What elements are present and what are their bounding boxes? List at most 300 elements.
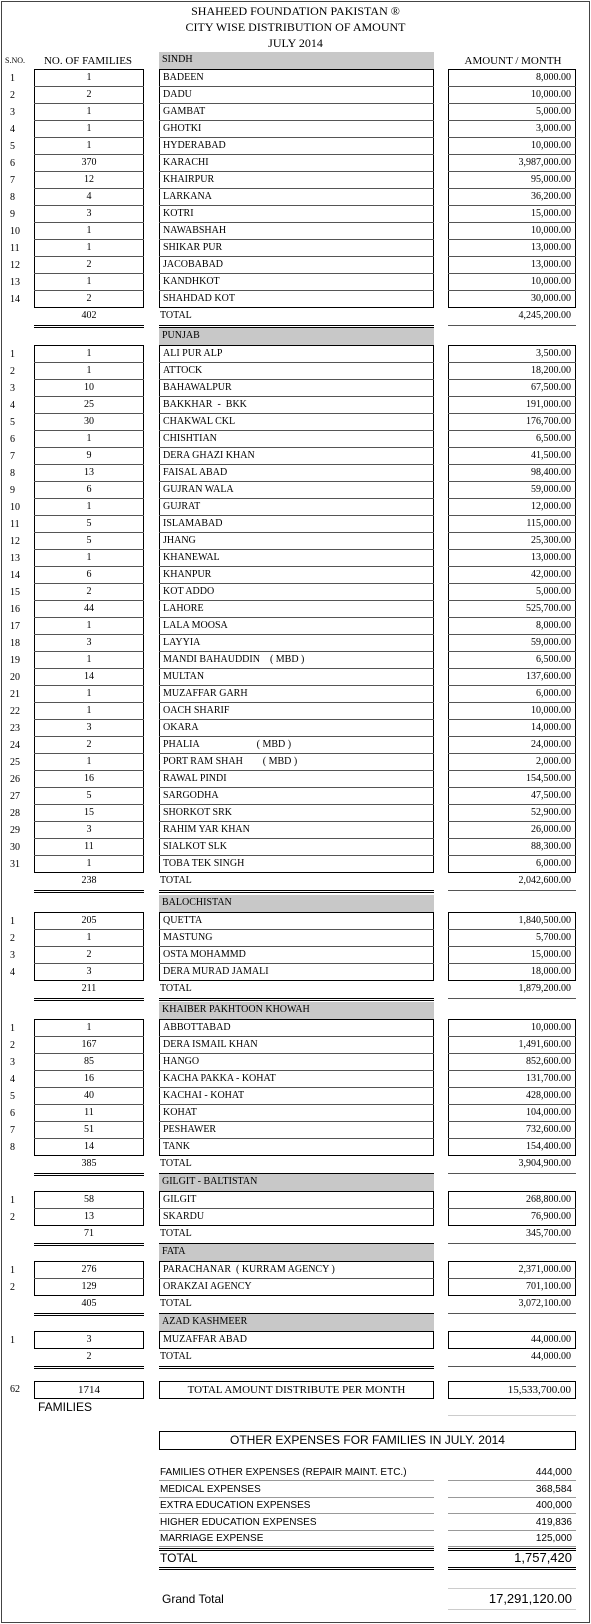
section-total-amount: 3,904,900.00	[518, 1158, 571, 1169]
section-header: FATA	[159, 1244, 434, 1261]
rule	[448, 1313, 576, 1314]
rule	[448, 1588, 576, 1589]
row-families: 1	[86, 1022, 92, 1033]
row-amount: 42,000.00	[531, 569, 571, 580]
row-amount: 176,700.00	[526, 416, 571, 427]
row-amount: 1,491,600.00	[518, 1039, 571, 1050]
amount-column-header: AMOUNT / MONTH	[464, 55, 562, 67]
row-families: 3	[86, 637, 92, 648]
row-city: DERA GHAZI KHAN	[163, 450, 255, 461]
row-city: LARKANA	[163, 191, 212, 202]
row-families: 4	[86, 191, 92, 202]
row-sno: 3	[10, 1057, 15, 1068]
row-families: 1	[86, 932, 92, 943]
row-city: DERA ISMAIL KHAN	[163, 1039, 258, 1050]
row-families: 1	[86, 106, 92, 117]
row-city: BADEEN	[163, 72, 204, 83]
expense-value: 125,000	[535, 1533, 572, 1544]
row-amount: 3,500.00	[536, 348, 571, 359]
section-header: GILGIT - BALTISTAN	[159, 1174, 434, 1191]
expense-value: 368,584	[535, 1483, 572, 1495]
row-amount: 44,000.00	[531, 1334, 571, 1345]
row-city: DADU	[163, 89, 192, 100]
row-amount: 10,000.00	[531, 225, 571, 236]
double-rule	[34, 1313, 144, 1316]
row-amount: 18,200.00	[531, 365, 571, 376]
row-sno: 5	[10, 1091, 15, 1102]
row-amount: 6,500.00	[536, 433, 571, 444]
row-amount: 852,600.00	[526, 1056, 571, 1067]
row-sno: 24	[10, 740, 20, 751]
section-total-label: TOTAL	[160, 1158, 192, 1169]
row-amount: 10,000.00	[531, 1022, 571, 1033]
row-families: 1	[86, 552, 92, 563]
row-sno: 11	[10, 243, 20, 254]
section-total-label: TOTAL	[160, 1351, 192, 1362]
section-total-amount: 44,000.00	[531, 1351, 571, 1362]
row-families: 15	[84, 807, 94, 818]
row-sno: 9	[10, 485, 15, 496]
section-total-families: 402	[81, 310, 97, 321]
row-city: ORAKZAI AGENCY	[163, 1281, 252, 1292]
section-header: KHAIBER PAKHTOON KHOWAH	[159, 1002, 434, 1019]
row-city: CHISHTIAN	[163, 433, 217, 444]
row-amount: 5,000.00	[536, 106, 571, 117]
rule	[448, 890, 576, 891]
row-sno: 3	[10, 950, 15, 961]
row-city: GHOTKI	[163, 123, 202, 134]
row-city: KOHAT	[163, 1107, 197, 1118]
row-amount: 52,900.00	[531, 807, 571, 818]
row-city: JHANG	[163, 535, 196, 546]
row-families: 276	[81, 1264, 97, 1275]
row-sno: 22	[10, 706, 20, 717]
row-families: 3	[86, 722, 92, 733]
row-city: KANDHKOT	[163, 276, 220, 287]
section-total-amount: 345,700.00	[526, 1228, 571, 1239]
row-city: LAHORE	[163, 603, 204, 614]
row-sno: 29	[10, 825, 20, 836]
rule	[159, 1480, 434, 1481]
row-amount: 268,800.00	[526, 1194, 571, 1205]
row-sno: 7	[10, 1125, 15, 1136]
row-city: LALA MOOSA	[163, 620, 228, 631]
row-families: 30	[84, 416, 94, 427]
row-families: 5	[86, 790, 92, 801]
row-families: 1	[86, 225, 92, 236]
row-city: PARACHANAR ( KURRAM AGENCY )	[163, 1264, 335, 1275]
row-city: KARACHI	[163, 157, 209, 168]
row-city: SHAHDAD KOT	[163, 293, 235, 304]
row-families: 85	[84, 1056, 94, 1067]
section-total-families: 2	[86, 1351, 92, 1362]
row-families: 205	[81, 915, 97, 926]
row-city: MULTAN	[163, 671, 205, 682]
double-rule	[159, 998, 434, 1001]
row-families: 6	[86, 484, 92, 495]
families-column-header: NO. OF FAMILIES	[43, 55, 133, 67]
row-sno: 5	[10, 417, 15, 428]
rule	[448, 325, 576, 326]
row-families: 10	[84, 382, 94, 393]
row-sno: 8	[10, 1142, 15, 1153]
row-families: 40	[84, 1090, 94, 1101]
row-families: 51	[84, 1124, 94, 1135]
row-amount: 154,500.00	[526, 773, 571, 784]
row-families: 2	[86, 89, 92, 100]
double-rule	[34, 1173, 144, 1176]
row-families: 5	[86, 518, 92, 529]
row-families: 2	[86, 259, 92, 270]
rule	[159, 1497, 434, 1498]
row-amount: 67,500.00	[531, 382, 571, 393]
row-sno: 8	[10, 468, 15, 479]
double-rule	[34, 1243, 144, 1246]
row-sno: 2	[10, 90, 15, 101]
row-city: QUETTA	[163, 915, 203, 926]
row-sno: 3	[10, 107, 15, 118]
row-city: OACH SHARIF	[163, 705, 230, 716]
row-sno: 17	[10, 621, 20, 632]
row-families: 9	[86, 450, 92, 461]
section-header: SINDH	[159, 52, 434, 69]
section-total-families: 211	[81, 983, 97, 994]
row-families: 1	[86, 242, 92, 253]
row-families: 2	[86, 293, 92, 304]
row-sno: 27	[10, 791, 20, 802]
row-city: KHANPUR	[163, 569, 212, 580]
row-sno: 1	[10, 916, 15, 927]
row-families: 1	[86, 620, 92, 631]
row-amount: 12,000.00	[531, 501, 571, 512]
row-families: 1	[86, 688, 92, 699]
row-amount: 10,000.00	[531, 89, 571, 100]
row-sno: 2	[10, 1282, 15, 1293]
rule	[448, 1513, 576, 1514]
row-sno: 4	[10, 400, 15, 411]
row-families: 129	[81, 1281, 97, 1292]
row-amount: 18,000.00	[531, 966, 571, 977]
other-expenses-title: OTHER EXPENSES FOR FAMILIES IN JULY. 2014	[230, 1433, 505, 1447]
row-sno: 10	[10, 226, 20, 237]
row-amount: 10,000.00	[531, 705, 571, 716]
expense-label: FAMILIES OTHER EXPENSES (REPAIR MAINT. ETC.)	[160, 1467, 407, 1478]
grand-total-label-final: Grand Total	[162, 1592, 224, 1606]
row-city: KHANEWAL	[163, 552, 220, 563]
row-city: FAISAL ABAD	[163, 467, 228, 478]
row-amount: 5,000.00	[536, 586, 571, 597]
rule	[448, 1173, 576, 1174]
row-sno: 14	[10, 570, 20, 581]
row-city: MUZAFFAR ABAD	[163, 1334, 247, 1345]
row-city: GAMBAT	[163, 106, 206, 117]
row-families: 3	[86, 208, 92, 219]
section-total-families: 238	[81, 875, 97, 886]
row-families: 5	[86, 535, 92, 546]
double-rule	[34, 890, 144, 893]
row-amount: 13,000.00	[531, 552, 571, 563]
expenses-total-label: TOTAL	[160, 1551, 198, 1565]
row-families: 3	[86, 824, 92, 835]
expense-value: 419,836	[535, 1516, 572, 1528]
section-total-label: TOTAL	[160, 1228, 192, 1239]
row-amount: 8,000.00	[536, 620, 571, 631]
rule	[159, 1513, 434, 1514]
row-families: 1	[86, 756, 92, 767]
row-city: NAWABSHAH	[163, 225, 227, 236]
row-sno: 7	[10, 451, 15, 462]
row-families: 12	[84, 174, 94, 185]
section-header: BALOCHISTAN	[159, 895, 434, 912]
row-families: 1	[86, 348, 92, 359]
row-sno: 30	[10, 842, 20, 853]
row-families: 1	[86, 654, 92, 665]
expense-value: 444,000	[535, 1467, 572, 1478]
row-city: OKARA	[163, 722, 199, 733]
row-amount: 59,000.00	[531, 484, 571, 495]
row-city: SARGODHA	[163, 790, 219, 801]
row-sno: 4	[10, 1074, 15, 1085]
row-amount: 3,987,000.00	[518, 157, 571, 168]
double-rule	[159, 890, 434, 893]
row-families: 1	[86, 140, 92, 151]
row-families: 11	[84, 841, 94, 852]
row-sno: 20	[10, 672, 20, 683]
row-city: KACHA PAKKA - KOHAT	[163, 1073, 276, 1084]
row-sno: 1	[10, 73, 15, 84]
grand-total-value-final: 17,291,120.00	[488, 1591, 572, 1606]
row-city: BAKKHAR - BKK	[163, 399, 247, 410]
row-sno: 12	[10, 260, 20, 271]
row-amount: 13,000.00	[531, 259, 571, 270]
row-amount: 95,000.00	[531, 174, 571, 185]
row-city: MANDI BAHAUDDIN ( MBD )	[163, 654, 305, 665]
row-amount: 137,600.00	[526, 671, 571, 682]
row-sno: 13	[10, 553, 20, 564]
row-city: OSTA MOHAMMD	[163, 949, 246, 960]
report-title: CITY WISE DISTRIBUTION OF AMOUNT	[185, 20, 406, 34]
expenses-total-value: 1,757,420	[514, 1550, 572, 1565]
row-amount: 104,000.00	[526, 1107, 571, 1118]
row-sno: 21	[10, 689, 20, 700]
row-amount: 1,840,500.00	[518, 915, 571, 926]
row-amount: 115,000.00	[526, 518, 571, 529]
row-city: TOBA TEK SINGH	[163, 858, 245, 869]
row-amount: 732,600.00	[526, 1124, 571, 1135]
row-city: RAWAL PINDI	[163, 773, 227, 784]
section-total-families: 385	[81, 1158, 97, 1169]
rule	[448, 998, 576, 999]
row-city: RAHIM YAR KHAN	[163, 824, 250, 835]
row-families: 1	[86, 365, 92, 376]
double-rule	[448, 1567, 576, 1570]
section-header: PUNJAB	[159, 328, 434, 345]
row-city: ISLAMABAD	[163, 518, 223, 529]
rule	[448, 1497, 576, 1498]
row-families: 1	[86, 276, 92, 287]
grand-sno-total: 62	[10, 1384, 20, 1395]
row-city: PHALIA ( MBD )	[163, 739, 292, 750]
row-sno: 4	[10, 967, 15, 978]
row-families: 1	[86, 72, 92, 83]
row-sno: 6	[10, 434, 15, 445]
section-total-amount: 2,042,600.00	[518, 875, 571, 886]
row-amount: 47,500.00	[531, 790, 571, 801]
row-families: 3	[86, 1334, 92, 1345]
row-amount: 15,000.00	[531, 208, 571, 219]
row-families: 16	[84, 773, 94, 784]
row-families: 25	[84, 399, 94, 410]
row-families: 13	[84, 467, 94, 478]
row-city: KHAIRPUR	[163, 174, 215, 185]
row-amount: 88,300.00	[531, 841, 571, 852]
expense-label: EXTRA EDUCATION EXPENSES	[160, 1500, 311, 1511]
row-city: ATTOCK	[163, 365, 203, 376]
row-amount: 10,000.00	[531, 276, 571, 287]
row-amount: 6,000.00	[536, 858, 571, 869]
report-month: JULY 2014	[268, 36, 323, 50]
row-amount: 25,300.00	[531, 535, 571, 546]
row-families: 16	[84, 1073, 94, 1084]
section-total-families: 405	[81, 1298, 97, 1309]
row-families: 1	[86, 858, 92, 869]
row-families: 2	[86, 586, 92, 597]
row-amount: 26,000.00	[531, 824, 571, 835]
org-title: SHAHEED FOUNDATION PAKISTAN ®	[191, 4, 400, 18]
row-families: 1	[86, 705, 92, 716]
double-rule	[159, 1548, 434, 1551]
row-sno: 12	[10, 536, 20, 547]
families-word: FAMILIES	[38, 1400, 93, 1414]
row-sno: 1	[10, 1023, 15, 1034]
rule	[448, 1609, 576, 1610]
row-sno: 25	[10, 757, 20, 768]
grand-total-label: TOTAL AMOUNT DISTRIBUTE PER MONTH	[187, 1384, 406, 1396]
expense-label: MEDICAL EXPENSES	[160, 1483, 261, 1495]
double-rule	[159, 1366, 434, 1369]
row-sno: 10	[10, 502, 20, 513]
row-sno: 1	[10, 1335, 15, 1346]
rule	[448, 1530, 576, 1531]
row-sno: 2	[10, 1212, 15, 1223]
row-families: 3	[86, 966, 92, 977]
row-amount: 131,700.00	[526, 1073, 571, 1084]
row-city: MASTUNG	[163, 932, 213, 943]
row-city: SHIKAR PUR	[163, 242, 223, 253]
row-city: KACHAI - KOHAT	[163, 1090, 245, 1101]
row-amount: 30,000.00	[531, 293, 571, 304]
row-amount: 5,700.00	[536, 932, 571, 943]
row-sno: 14	[10, 294, 20, 305]
row-city: SKARDU	[163, 1211, 205, 1222]
row-sno: 4	[10, 124, 15, 135]
row-sno: 16	[10, 604, 20, 615]
row-city: BAHAWALPUR	[163, 382, 232, 393]
section-total-amount: 4,245,200.00	[518, 310, 571, 321]
row-city: HANGO	[163, 1056, 200, 1067]
row-amount: 13,000.00	[531, 242, 571, 253]
row-sno: 1	[10, 1265, 15, 1276]
rule	[448, 1480, 576, 1481]
row-sno: 23	[10, 723, 20, 734]
row-city: KOT ADDO	[163, 586, 215, 597]
row-amount: 24,000.00	[531, 739, 571, 750]
rule	[448, 1415, 576, 1416]
section-total-label: TOTAL	[160, 310, 192, 321]
row-city: GUJRAT	[163, 501, 201, 512]
row-amount: 3,000.00	[536, 123, 571, 134]
row-city: KOTRI	[163, 208, 194, 219]
rule	[159, 1546, 434, 1547]
row-sno: 5	[10, 141, 15, 152]
row-sno: 13	[10, 277, 20, 288]
row-city: SIALKOT SLK	[163, 841, 227, 852]
row-families: 1	[86, 433, 92, 444]
row-sno: 7	[10, 175, 15, 186]
row-amount: 41,500.00	[531, 450, 571, 461]
section-total-label: TOTAL	[160, 983, 192, 994]
row-families: 167	[81, 1039, 97, 1050]
section-header: AZAD KASHMEER	[159, 1314, 434, 1331]
row-sno: 6	[10, 1108, 15, 1119]
row-families: 2	[86, 949, 92, 960]
row-sno: 1	[10, 349, 15, 360]
row-families: 58	[84, 1194, 94, 1205]
row-families: 44	[84, 603, 94, 614]
row-amount: 76,900.00	[531, 1211, 571, 1222]
row-city: SHORKOT SRK	[163, 807, 232, 818]
rule	[448, 1546, 576, 1547]
row-sno: 8	[10, 192, 15, 203]
row-amount: 6,000.00	[536, 688, 571, 699]
grand-total-amount: 15,533,700.00	[507, 1384, 571, 1396]
row-city: PESHAWER	[163, 1124, 217, 1135]
row-amount: 14,000.00	[531, 722, 571, 733]
section-total-label: TOTAL	[160, 1298, 192, 1309]
row-amount: 15,000.00	[531, 949, 571, 960]
row-amount: 98,400.00	[531, 467, 571, 478]
row-city: PORT RAM SHAH ( MBD )	[163, 756, 298, 767]
row-families: 1	[86, 123, 92, 134]
row-families: 14	[84, 671, 94, 682]
row-city: LAYYIA	[163, 637, 201, 648]
row-city: ABBOTTABAD	[163, 1022, 231, 1033]
double-rule	[34, 1366, 144, 1369]
grand-families-total: 1714	[78, 1384, 100, 1396]
row-city: ALI PUR ALP	[163, 348, 223, 359]
row-sno: 18	[10, 638, 20, 649]
row-city: GUJRAN WALA	[163, 484, 234, 495]
row-amount: 2,371,000.00	[518, 1264, 571, 1275]
row-amount: 36,200.00	[531, 191, 571, 202]
row-families: 14	[84, 1141, 94, 1152]
row-amount: 428,000.00	[526, 1090, 571, 1101]
row-amount: 6,500.00	[536, 654, 571, 665]
expense-value: 400,000	[535, 1500, 572, 1511]
double-rule	[34, 998, 144, 1001]
row-city: MUZAFFAR GARH	[163, 688, 248, 699]
row-city: JACOBABAD	[163, 259, 224, 270]
rule	[159, 1530, 434, 1531]
row-sno: 26	[10, 774, 20, 785]
row-families: 370	[81, 157, 97, 168]
row-sno: 2	[10, 366, 15, 377]
double-rule	[159, 1567, 434, 1570]
section-total-label: TOTAL	[160, 875, 192, 886]
section-total-families: 71	[84, 1228, 94, 1239]
rule	[448, 1243, 576, 1244]
distribution-sheet	[1, 1, 590, 1623]
